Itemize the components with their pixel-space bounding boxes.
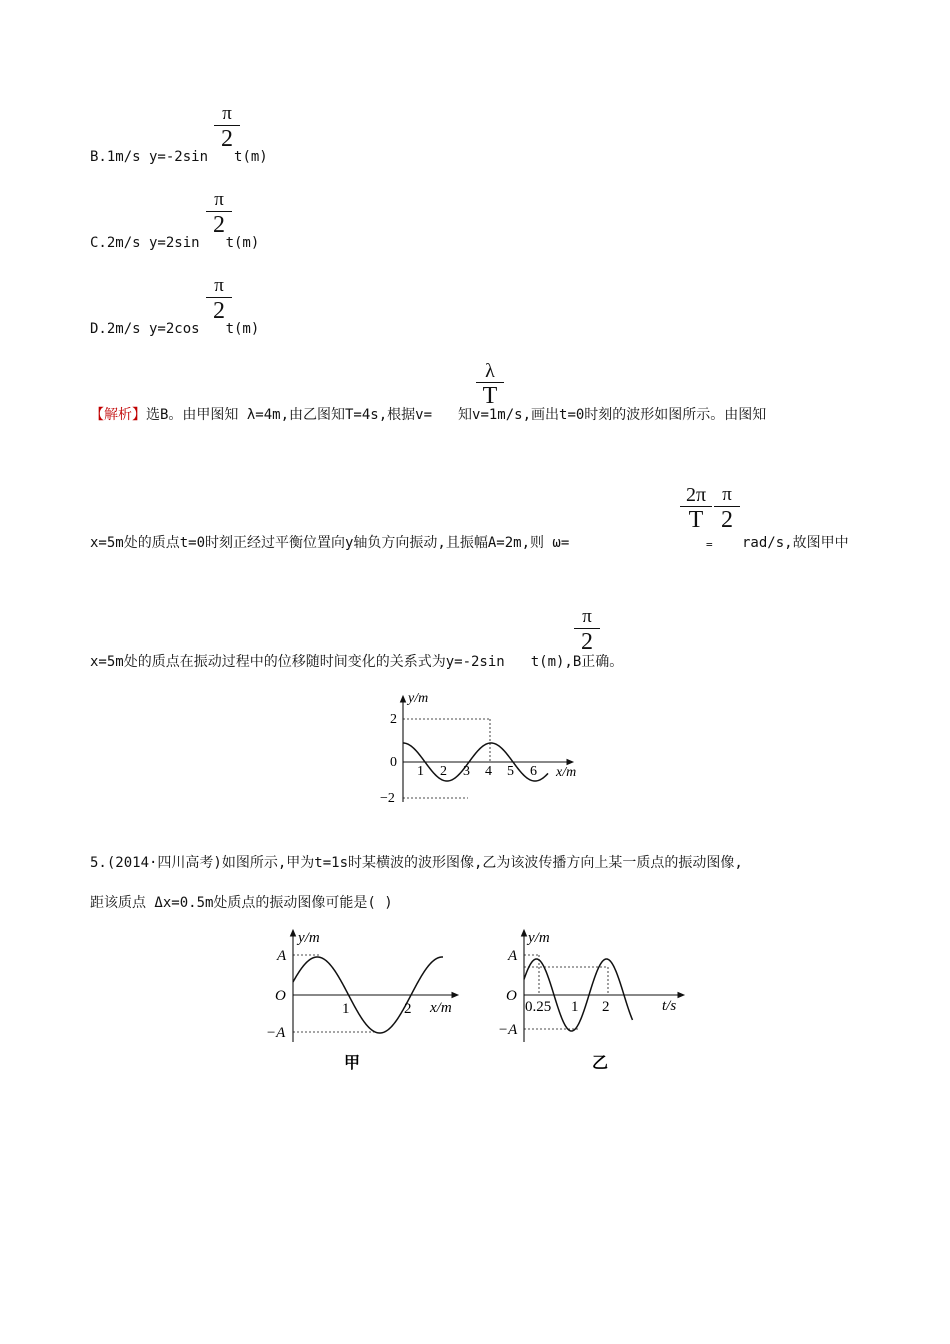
neg-amp-label: −A	[266, 1025, 286, 1041]
fraction-denominator: 2	[581, 629, 593, 655]
x-tick-6: 6	[530, 764, 537, 779]
y-tick-neg2: −2	[380, 791, 395, 806]
origin-label: O	[506, 988, 517, 1004]
analysis-line-1	[90, 406, 766, 424]
option-b-post: t(m)	[234, 149, 268, 165]
option-c-fraction	[206, 189, 232, 238]
pi-over-two-2	[574, 606, 600, 655]
option-d-fraction	[206, 275, 232, 324]
neg-amp-label: −A	[498, 1022, 518, 1038]
analysis-text: 选B。由甲图知 λ=4m,由乙图知T=4s,根据v=	[146, 407, 433, 423]
amp-label: A	[508, 948, 518, 964]
option-b-pre: B.1m/s y=-2sin	[90, 149, 209, 165]
caption: 乙	[592, 1053, 609, 1072]
y-label: y/m	[408, 691, 429, 706]
x-label: t/s	[662, 998, 677, 1014]
origin-label: 0	[390, 755, 397, 770]
x-tick-0-25: 0.25	[525, 999, 552, 1015]
analysis-text: t(m),B正确。	[530, 654, 624, 670]
analysis-eq-sign	[706, 536, 713, 554]
fraction-numerator: 2π	[685, 484, 707, 506]
fraction-denominator: 2	[213, 212, 225, 238]
figure-jia	[262, 922, 472, 1074]
fraction-numerator: π	[214, 189, 224, 210]
y-label: y/m	[298, 930, 320, 946]
caption: 甲	[344, 1053, 361, 1072]
analysis-line-3	[90, 653, 623, 671]
option-d	[90, 320, 259, 338]
x-label: x/m	[556, 765, 577, 780]
fraction-denominator: 2	[221, 126, 233, 152]
fraction-denominator: T	[688, 507, 704, 533]
question-text: 5.(2014·四川高考)如图所示,甲为t=1s时某横波的波形图像,乙为该波传播方向上某一质点的振动图像,	[90, 855, 743, 871]
twopi-over-t	[680, 484, 712, 533]
analysis-text: x=5m处的质点在振动过程中的位移随时间变化的关系式为y=-2sin	[90, 654, 505, 670]
question-5-line-1	[90, 854, 743, 872]
analysis-text: x=5m处的质点t=0时刻正经过平衡位置向y轴负方向振动,且振幅A=2m,则 ω=	[90, 535, 570, 551]
amp-label: A	[277, 948, 287, 964]
x-tick-5: 5	[507, 764, 514, 779]
analysis-line-2	[90, 534, 569, 552]
option-c-pre: C.2m/s y=2sin	[90, 235, 200, 251]
x-tick-2: 2	[440, 764, 447, 779]
option-d-post: t(m)	[225, 321, 260, 337]
option-c-post: t(m)	[225, 235, 260, 251]
fraction-denominator: 2	[721, 507, 733, 533]
y-label: y/m	[528, 930, 550, 946]
origin-label: O	[275, 988, 286, 1004]
option-b	[90, 148, 268, 166]
analysis-text: 知v=1m/s,画出t=0时刻的波形如图所示。由图知	[458, 407, 767, 423]
x-tick-2: 2	[602, 999, 610, 1015]
pi-over-two	[714, 484, 740, 533]
x-label: x/m	[430, 1000, 452, 1016]
figure-yi	[498, 922, 698, 1074]
fraction-denominator: T	[482, 383, 498, 409]
question-5-line-2	[90, 894, 393, 912]
option-d-pre: D.2m/s y=2cos	[90, 321, 200, 337]
x-tick-1: 1	[571, 999, 579, 1015]
x-tick-1: 1	[342, 1001, 350, 1017]
option-b-fraction	[214, 103, 240, 152]
wave-figure-analysis	[368, 690, 588, 810]
lambda-over-t	[476, 360, 504, 409]
option-c	[90, 234, 259, 252]
x-tick-4: 4	[485, 764, 492, 779]
fraction-numerator: π	[214, 275, 224, 296]
fraction-numerator: π	[722, 484, 732, 505]
x-tick-1: 1	[417, 764, 424, 779]
fraction-numerator: λ	[485, 360, 495, 382]
analysis-line-2-tail	[742, 534, 849, 552]
fraction-denominator: 2	[213, 298, 225, 324]
y-tick-2: 2	[390, 712, 397, 727]
analysis-tag: 【解析】	[90, 407, 146, 423]
equals-sign: =	[706, 538, 713, 551]
analysis-text: rad/s,故图甲中	[742, 535, 849, 551]
x-tick-3: 3	[463, 764, 470, 779]
fraction-numerator: π	[582, 606, 592, 627]
question-text: 距该质点 Δx=0.5m处质点的振动图像可能是( )	[90, 895, 393, 911]
fraction-numerator: π	[222, 103, 232, 124]
x-tick-2: 2	[404, 1001, 412, 1017]
